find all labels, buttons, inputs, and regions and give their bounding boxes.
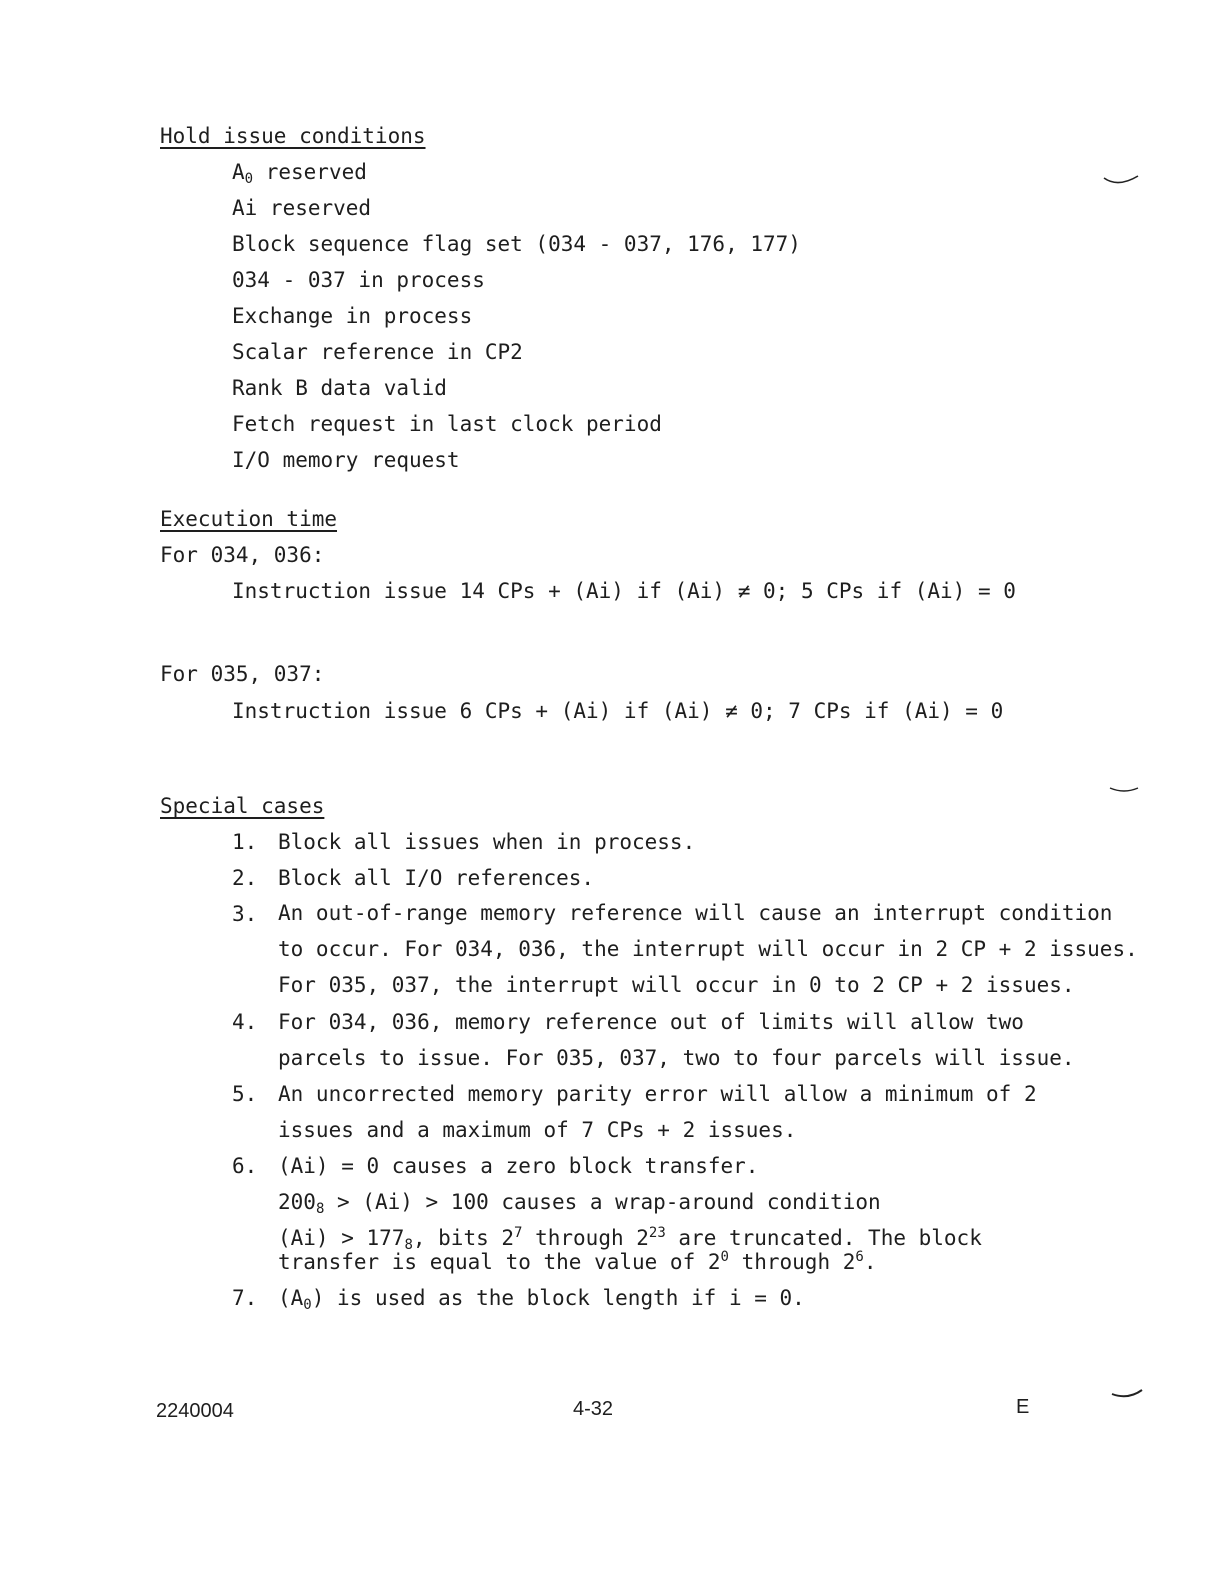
case-6-text: > (Ai) > 100 causes a wrap-around condition bbox=[324, 1190, 881, 1214]
case-number: 1. bbox=[232, 830, 258, 854]
exec-group1-line: Instruction issue 14 CPs + (Ai) if (Ai) ≠ 0; 5 CPs if (Ai) = 0 bbox=[232, 579, 1016, 603]
case-6-line-1: (Ai) = 0 causes a zero block transfer. bbox=[278, 1154, 759, 1178]
a0-subscript: 0 bbox=[244, 171, 254, 187]
hold-item: 034 - 037 in process bbox=[232, 268, 485, 292]
case-3-line-2: to occur. For 034, 036, the interrupt will occur in 2 CP + 2 issues. bbox=[278, 937, 1138, 961]
hold-item: Block sequence flag set (034 - 037, 176, 177) bbox=[232, 232, 801, 256]
a0-subscript: 0 bbox=[303, 1297, 312, 1313]
octal-subscript: 8 bbox=[315, 1201, 325, 1217]
case-4-line-2: parcels to issue. For 035, 037, two to four parcels will issue. bbox=[278, 1046, 1075, 1070]
case-6-text: through 2 bbox=[522, 1226, 649, 1250]
case-number: 6. bbox=[232, 1154, 258, 1178]
change-mark-icon bbox=[1104, 782, 1144, 798]
case-6-line-3 bbox=[278, 1225, 982, 1253]
hold-item-a0 bbox=[232, 160, 367, 187]
special-cases-heading: Special cases bbox=[160, 794, 325, 818]
case-number: 7. bbox=[232, 1286, 258, 1310]
case-6-text: (Ai) > 177 bbox=[278, 1226, 405, 1250]
octal-subscript: 8 bbox=[404, 1237, 413, 1253]
hold-item: Scalar reference in CP2 bbox=[232, 340, 523, 364]
case-6-text: through 2 bbox=[728, 1250, 856, 1274]
case-6-text: , bits 2 bbox=[412, 1226, 515, 1250]
case-6-text: transfer is equal to the value of 2 bbox=[278, 1250, 721, 1274]
case-3-line-3: For 035, 037, the interrupt will occur in 0 to 2 CP + 2 issues. bbox=[278, 973, 1075, 997]
case-6-line-4 bbox=[278, 1250, 876, 1274]
hold-item: Fetch request in last clock period bbox=[232, 412, 662, 436]
change-mark-icon bbox=[1100, 170, 1144, 190]
case-number: 3. bbox=[232, 902, 258, 926]
doc-number: 2240004 bbox=[156, 1400, 234, 1422]
case-number: 4. bbox=[232, 1010, 258, 1034]
case-number: 2. bbox=[232, 866, 258, 890]
case-3-line-1: An out-of-range memory reference will cause an interrupt condition bbox=[278, 901, 1113, 925]
case-7-text: (A bbox=[278, 1286, 304, 1310]
execution-time-heading: Execution time bbox=[160, 507, 338, 531]
case-6-line-2 bbox=[278, 1190, 881, 1217]
exponent: 0 bbox=[720, 1249, 729, 1265]
case-6-text: 200 bbox=[278, 1190, 316, 1214]
change-mark-icon bbox=[1108, 1384, 1148, 1404]
hold-item: I/O memory request bbox=[232, 448, 460, 472]
case-5-line-1: An uncorrected memory parity error will allow a minimum of 2 bbox=[278, 1082, 1037, 1106]
case-1: Block all issues when in process. bbox=[278, 830, 696, 854]
case-2: Block all I/O references. bbox=[278, 866, 595, 890]
exponent: 6 bbox=[855, 1249, 864, 1265]
hold-item: Rank B data valid bbox=[232, 376, 447, 400]
exec-group2-label: For 035, 037: bbox=[160, 662, 325, 686]
exponent: 7 bbox=[514, 1225, 523, 1241]
case-7 bbox=[278, 1286, 805, 1313]
a0-base: A bbox=[232, 160, 245, 184]
hold-item: Exchange in process bbox=[232, 304, 473, 328]
case-6-text: are truncated. The block bbox=[665, 1226, 982, 1250]
exec-group1-label: For 034, 036: bbox=[160, 543, 325, 567]
case-6-text: . bbox=[863, 1250, 877, 1274]
exponent: 23 bbox=[648, 1225, 666, 1241]
a0-text: reserved bbox=[253, 160, 367, 184]
case-5-line-2: issues and a maximum of 7 CPs + 2 issues. bbox=[278, 1118, 797, 1142]
exec-group2-line: Instruction issue 6 CPs + (Ai) if (Ai) ≠ 0; 7 CPs if (Ai) = 0 bbox=[232, 699, 1004, 723]
hold-issue-heading: Hold issue conditions bbox=[160, 124, 426, 148]
page-number: 4-32 bbox=[573, 1398, 614, 1420]
case-4-line-1: For 034, 036, memory reference out of limits will allow two bbox=[278, 1010, 1024, 1034]
hold-item: Ai reserved bbox=[232, 196, 372, 220]
case-number: 5. bbox=[232, 1082, 258, 1106]
case-7-text: ) is used as the block length if i = 0. bbox=[311, 1286, 805, 1310]
revision-letter: E bbox=[1016, 1396, 1030, 1418]
